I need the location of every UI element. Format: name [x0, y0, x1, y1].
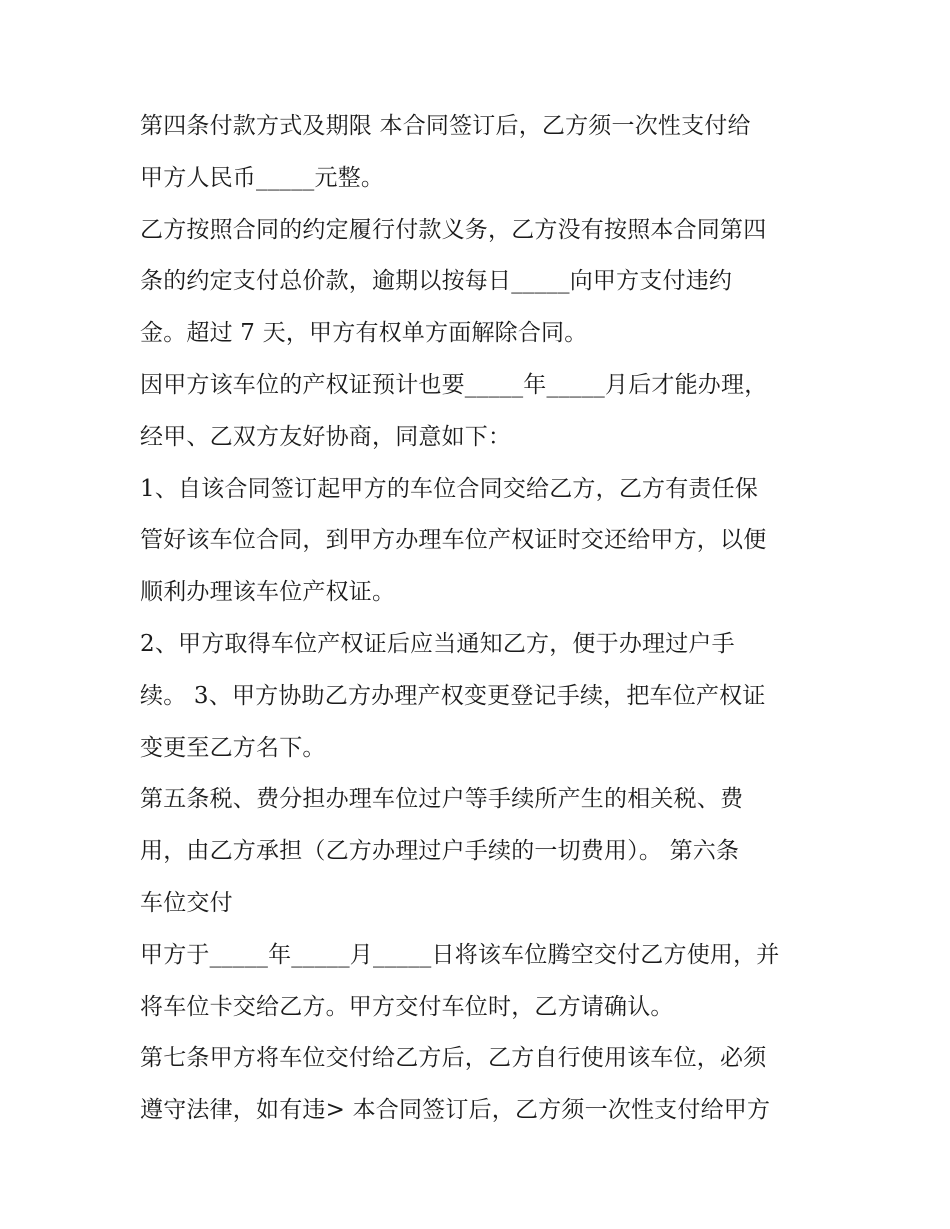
- text-line: 用，由乙方承担（乙方办理过户手续的一切费用）。 第六条: [140, 838, 740, 865]
- text-line: 遵守法律，如有违> 本合同签订后，乙方须一次性支付给甲方: [140, 1097, 771, 1124]
- document-body: [140, 101, 820, 1137]
- text-line: 第五条税、费分担办理车位过户等手续所产生的相关税、费: [140, 786, 744, 813]
- text-line: 乙方按照合同的约定履行付款义务，乙方没有按照本合同第四: [140, 216, 767, 243]
- text-line: 金。超过 7 天，甲方有权单方面解除合同。: [140, 320, 588, 347]
- text-line: 甲方于_____年_____月_____日将该车位腾空交付乙方使用，并: [140, 941, 780, 968]
- text-line: 条的约定支付总价款，逾期以按每日_____向甲方支付违约: [140, 268, 733, 295]
- text-line: 顺利办理该车位产权证。: [140, 579, 396, 606]
- text-line: 将车位卡交给乙方。甲方交付车位时，乙方请确认。: [140, 993, 674, 1020]
- text-line: 1、自该合同签订起甲方的车位合同交给乙方，乙方有责任保: [140, 475, 759, 502]
- text-line: 管好该车位合同，到甲方办理车位产权证时交还给甲方，以便: [140, 527, 767, 554]
- text-line: 变更至乙方名下。: [140, 734, 326, 761]
- text-line: 因甲方该车位的产权证预计也要_____年_____月后才能办理，: [140, 371, 768, 398]
- text-line: 经甲、乙双方友好协商，同意如下：: [140, 423, 512, 450]
- text-line: 2、甲方取得车位产权证后应当通知乙方，便于办理过户手: [140, 630, 735, 657]
- text-line: 第七条甲方将车位交付给乙方后，乙方自行使用该车位，必须: [140, 1045, 767, 1072]
- text-line: 续。 3、甲方协助乙方办理产权变更登记手续，把车位产权证: [140, 682, 766, 709]
- text-line: 第四条付款方式及期限 本合同签订后，乙方须一次性支付给: [140, 113, 751, 139]
- text-line: 甲方人民币_____元整。: [140, 164, 385, 191]
- text-line: 车位交付: [140, 889, 233, 916]
